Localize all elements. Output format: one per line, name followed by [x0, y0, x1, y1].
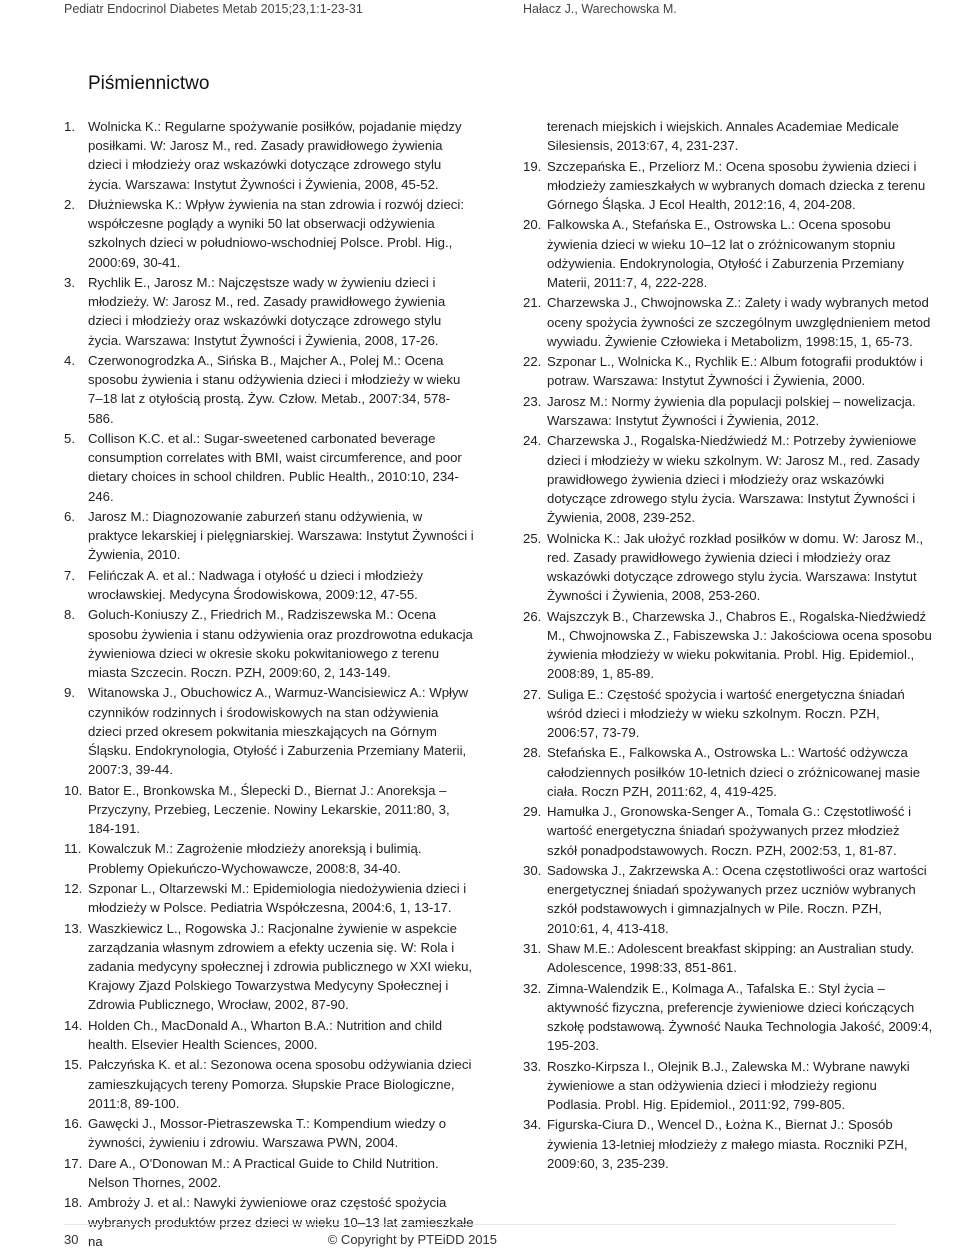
reference-text: Figurska-Ciura D., Wencel D., Łożna K., Biernat J.: Sposób żywienia 13-letniej młodzieży z małego miasta. Roczniki PZH, 2009:60, 3, 235-239. — [547, 1117, 908, 1171]
reference-number: 2. — [64, 197, 75, 212]
reference-text: Roszko-Kirpsza I., Olejnik B.J., Zalewska M.: Wybrane nawyki żywieniowe a stan odżywienia dzieci i młodzieży regionu Podlasia. Probl. Hig. Epidemiol., 2011:92, 799-805. — [547, 1058, 910, 1112]
reference-text: Rychlik E., Jarosz M.: Najczęstsze wady w żywieniu dzieci i młodzieży. W: Jarosz M., red. Zasady prawidłowego żywienia dzieci i młodzieży oraz wskazówki dotyczące zdrowego stylu życia. Warszawa: Instytut Żywności i Żywienia, 2008, 17-26. — [88, 275, 446, 348]
reference-item — [64, 273, 474, 350]
reference-number: 33. — [523, 1058, 542, 1074]
reference-item — [64, 919, 474, 1015]
reference-text: Czerwonogrodzka A., Sińska B., Majcher A., Polej M.: Ocena sposobu żywienia i stanu odżywienia dzieci i młodzieży w wieku 7–18 lat z otyłością prostą. Żyw. Człow. Metab., 2007:34, 578-586. — [88, 353, 461, 426]
reference-number: 29. — [523, 804, 542, 820]
reference-text: Wolnicka K.: Regularne spożywanie posiłków, pojadanie między posiłkami. W: Jarosz M., red. Zasady prawidłowego żywienia dzieci i młodzieży oraz wskazówki dotyczące zdrowego stylu życia. Warszawa: Instytut Żywności i Żywienia, 2008, 45-52. — [88, 119, 462, 192]
reference-text: Goluch-Koniuszy Z., Friedrich M., Radziszewska M.: Ocena sposobu żywienia i stanu odżywienia oraz prozdrowotna edukacja żywieniowa dzieci w okresie skoku pokwitaniowego z terenu miasta Szczecin. Roczn. PZH, 2009:60, 2, 143-149. — [88, 607, 473, 680]
reference-item — [64, 507, 474, 565]
copyright-notice: © Copyright by PTEiDD 2015 — [327, 1232, 497, 1247]
reference-text: Sadowska J., Zakrzewska A.: Ocena częstotliwości oraz wartości energetycznej śniadań spożywanych przez uczniów wybranych szkół podstawowych i gimnazjalnych w Pile. Roczn. PZH, 2010:61, 4, 413-418. — [547, 862, 927, 936]
reference-text: Pałczyńska K. et al.: Sezonowa ocena sposobu odżywiania dzieci zamieszkujących tereny Pomorza. Słupskie Prace Biologiczne, 2011:8, 89-100. — [88, 1057, 472, 1111]
reference-continuation — [523, 117, 933, 155]
reference-number: 12. — [64, 880, 83, 896]
reference-text: Hamułka J., Gronowska-Senger A., Tomala G.: Częstotliwość i wartość energetyczna śniadań spożywanych przez młodzież szkół ponadpodstawowych. Roczn. PZH, 2002:53, 1, 81-87. — [547, 804, 912, 858]
reference-number: 28. — [523, 745, 542, 761]
reference-item — [64, 839, 474, 877]
reference-text: Ambroży J. et al.: Nawyki żywieniowe oraz częstość spożycia wybranych produktów przez dzieci w wieku 10–13 lat zamieszkałe na — [88, 1195, 474, 1249]
reference-text: Collison K.C. et al.: Sugar-sweetened carbonated beverage consumption correlates with BMI, waist circumference, and poor dietary choices in school children. Public Health., 2010:10, 234-246. — [88, 431, 462, 504]
reference-text: Jarosz M.: Normy żywienia dla populacji polskiej – nowelizacja. Warszawa: Instytut Żywności i Żywienia, 2012. — [547, 393, 916, 428]
reference-item — [64, 781, 474, 839]
reference-number: 11. — [64, 841, 82, 857]
reference-text: Charzewska J., Rogalska-Niedźwiedź M.: Potrzeby żywieniowe dzieci i młodzieży w wieku szkolnym. W: Jarosz M., red. Zasady prawidłowego żywienia dzieci i młodzieży oraz wskazówki dotyczące zdrowego stylu życia. Warszawa: Instytut Żywności i Żywienia, 2008, 239-252. — [547, 433, 920, 526]
reference-item — [64, 1055, 474, 1113]
references-right-column — [523, 117, 933, 1174]
reference-text: Shaw M.E.: Adolescent breakfast skipping: an Australian study. Adolescence, 1998:33, 851-861. — [547, 940, 915, 976]
reference-item — [64, 566, 474, 604]
reference-number: 17. — [64, 1155, 83, 1171]
reference-item — [523, 157, 933, 215]
reference-text: Zimna-Walendzik E., Kolmaga A., Tafalska E.: Styl życia – aktywność fizyczna, preferencje żywieniowe dzieci kończących szkołę podstawową. Żywność Nauka Technologia Jakość, 2009:4, 195-203. — [547, 980, 933, 1054]
reference-item — [64, 879, 474, 917]
reference-item — [64, 683, 474, 779]
reference-text: terenach miejskich i wiejskich. Annales Academiae Medicale Silesiensis, 2013:67, 4, 231-237. — [547, 119, 899, 154]
reference-item — [64, 605, 474, 682]
page-number: 30 — [64, 1232, 79, 1247]
reference-item — [523, 743, 933, 801]
reference-number: 6. — [64, 509, 75, 524]
reference-item — [523, 802, 933, 860]
reference-number: 15. — [64, 1057, 83, 1073]
reference-item — [64, 1114, 474, 1152]
reference-item — [523, 1115, 933, 1173]
running-header — [0, 0, 960, 24]
reference-text: Bator E., Bronkowska M., Ślepecki D., Biernat J.: Anoreksja – Przyczyny, Przebieg, Leczenie. Nowiny Lekarskie, 2011:80, 3, 184-191. — [88, 782, 450, 836]
reference-item — [64, 117, 474, 194]
reference-text: Holden Ch., MacDonald A., Wharton B.A.: Nutrition and child health. Elsevier Health Sciences, 2000. — [88, 1017, 443, 1052]
reference-item — [523, 979, 933, 1056]
reference-number: 4. — [64, 353, 75, 368]
reference-text: Falkowska A., Stefańska E., Ostrowska L.: Ocena sposobu żywienia dzieci w wieku 10–12 lat o zróżnicowanym stopniu odżywienia. Endokrynologia, Otyłość i Zaburzenia Przemiany Materii, 2011:7, 4, 222-228. — [547, 217, 904, 290]
reference-text: Gawęcki J., Mossor-Pietraszewska T.: Kompendium wiedzy o żywności, żywieniu i zdrowiu. Warszawa PWN, 2004. — [88, 1116, 447, 1151]
reference-text: Dłużniewska K.: Wpływ żywienia na stan zdrowia i rozwój dzieci: współczesne poglądy a wyniki 50 lat obserwacji odżywienia szkolnych dzieci w południowo-wschodniej Polsce. Probl. Hig., 2000:69, 30-41. — [88, 197, 464, 270]
reference-number: 14. — [64, 1017, 83, 1033]
reference-number: 19. — [523, 158, 542, 174]
reference-item — [523, 685, 933, 743]
reference-number: 1. — [64, 119, 75, 134]
reference-text: Wajszczyk B., Charzewska J., Chabros E., Rogalska-Niedźwiedź M., Chwojnowska Z., Fabiszewska J.: Jakościowa ocena sposobu żywienia młodzieży w wieku pokwitania. Probl. Hig. Epidemiol., 2008:89, 1, 85-89. — [547, 608, 932, 682]
reference-number: 26. — [523, 608, 542, 624]
reference-item — [523, 392, 933, 430]
reference-number: 24. — [523, 433, 542, 449]
reference-item — [523, 1057, 933, 1115]
article-authors: Hałacz J., Warechowska M. — [523, 2, 677, 16]
reference-item — [523, 431, 933, 527]
reference-item — [64, 1016, 474, 1054]
reference-text: Suliga E.: Częstość spożycia i wartość energetyczna śniadań wśród dzieci i młodzieży w wieku szkolnym. Roczn. PZH, 2006:57, 73-79. — [547, 686, 905, 740]
reference-text: Stefańska E., Falkowska A., Ostrowska L.: Wartość odżywcza całodziennych posiłków 10-letnich dzieci o zróżnicowanej masie ciała. Roczn PZH, 2011:62, 4, 419-425. — [547, 745, 921, 799]
reference-text: Witanowska J., Obuchowicz A., Warmuz-Wancisiewicz A.: Wpływ czynników rodzinnych i środowiskowych na stan odżywienia dzieci przed okresem pokwitania mieszkających na Górnym Śląsku. Endokrynologia, Otyłość i Zaburzenia Przemiany Materii, 2007:3, 39-44. — [88, 685, 469, 778]
reference-number: 7. — [64, 567, 75, 583]
journal-citation: Pediatr Endocrinol Diabetes Metab 2015;23,1:1-23-31 — [64, 2, 363, 16]
reference-number: 21. — [523, 295, 542, 311]
reference-item — [523, 607, 933, 684]
reference-item — [523, 293, 933, 351]
reference-number: 23. — [523, 393, 542, 409]
reference-item — [523, 352, 933, 390]
reference-item — [523, 215, 933, 292]
reference-number: 18. — [64, 1195, 83, 1211]
reference-number: 9. — [64, 685, 75, 701]
references-left-column — [64, 117, 474, 1252]
reference-text: Dare A., O'Donowan M.: A Practical Guide to Child Nutrition. Nelson Thornes, 2002. — [88, 1155, 439, 1190]
reference-item — [523, 939, 933, 977]
reference-text: Szponar L., Oltarzewski M.: Epidemiologia niedożywienia dzieci i młodzieży w Polsce. Pediatria Współczesna, 2004:6, 1, 13-17. — [88, 880, 467, 916]
reference-text: Kowalczuk M.: Zagrożenie młodzieży anoreksją i bulimią. Problemy Opiekuńczo-Wychowawcze, 2008:8, 34-40. — [88, 841, 422, 876]
reference-number: 34. — [523, 1117, 542, 1133]
reference-text: Waszkiewicz L., Rogowska J.: Racjonalne żywienie w aspekcie zarządzania własnym zdrowiem a efekty uczenia się. W: Rola i zadania medycyny społecznej i zdrowia publicznego w XXI wieku, Krajowy Zjazd Polskiego Towarzystwa Medycyny Społecznej i Zdrowia Publicznego, Wrocław, 2002, 87-90. — [88, 920, 473, 1013]
reference-number: 5. — [64, 431, 75, 446]
reference-text: Szponar L., Wolnicka K., Rychlik E.: Album fotografii produktów i potraw. Warszawa: Instytut Żywności i Żywienia, 2000. — [547, 354, 923, 389]
reference-item — [64, 429, 474, 506]
reference-text: Jarosz M.: Diagnozowanie zaburzeń stanu odżywienia, w praktyce lekarskiej i pielęgniarskiej. Warszawa: Instytut Żywności i Żywienia, 2010. — [88, 509, 474, 563]
reference-number: 32. — [523, 980, 542, 996]
reference-item — [64, 351, 474, 428]
reference-text: Szczepańska E., Przeliorz M.: Ocena sposobu żywienia dzieci i młodzieży zamieszkałych w wybranych domach dziecka z terenu Górnego Śląska. J Ecol Health, 2012:16, 4, 204-208. — [547, 158, 926, 212]
reference-number: 25. — [523, 530, 542, 546]
reference-number: 3. — [64, 275, 75, 290]
reference-number: 10. — [64, 782, 83, 798]
reference-item — [523, 529, 933, 606]
reference-number: 22. — [523, 354, 542, 370]
reference-number: 20. — [523, 217, 542, 233]
footer-rule — [64, 1224, 896, 1225]
reference-item — [64, 1154, 474, 1192]
reference-item — [523, 861, 933, 938]
reference-item — [64, 195, 474, 272]
reference-text: Felińczak A. et al.: Nadwaga i otyłość u dzieci i młodzieży wrocławskiej. Medycyna Środowiskowa, 2009:12, 47-55. — [88, 567, 423, 602]
section-title: Piśmiennictwo — [88, 73, 210, 94]
reference-number: 31. — [523, 940, 542, 956]
reference-number: 16. — [64, 1116, 83, 1132]
reference-number: 8. — [64, 607, 75, 623]
reference-text: Charzewska J., Chwojnowska Z.: Zalety i wady wybranych metod oceny spożycia żywności ze szczególnym uwzględnieniem metod wywiadu. Żywienie Człowieka i Metabolizm, 1998:15, 1, 65-73. — [547, 295, 931, 349]
reference-text: Wolnicka K.: Jak ułożyć rozkład posiłków w domu. W: Jarosz M., red. Zasady prawidłowego żywienia dzieci i młodzieży oraz wskazówki dotyczące zdrowego stylu życia. Warszawa: Instytut Żywności i Żywienia, 2008, 253-260. — [547, 530, 924, 604]
reference-number: 27. — [523, 686, 542, 702]
reference-number: 30. — [523, 862, 542, 878]
reference-number: 13. — [64, 920, 83, 936]
